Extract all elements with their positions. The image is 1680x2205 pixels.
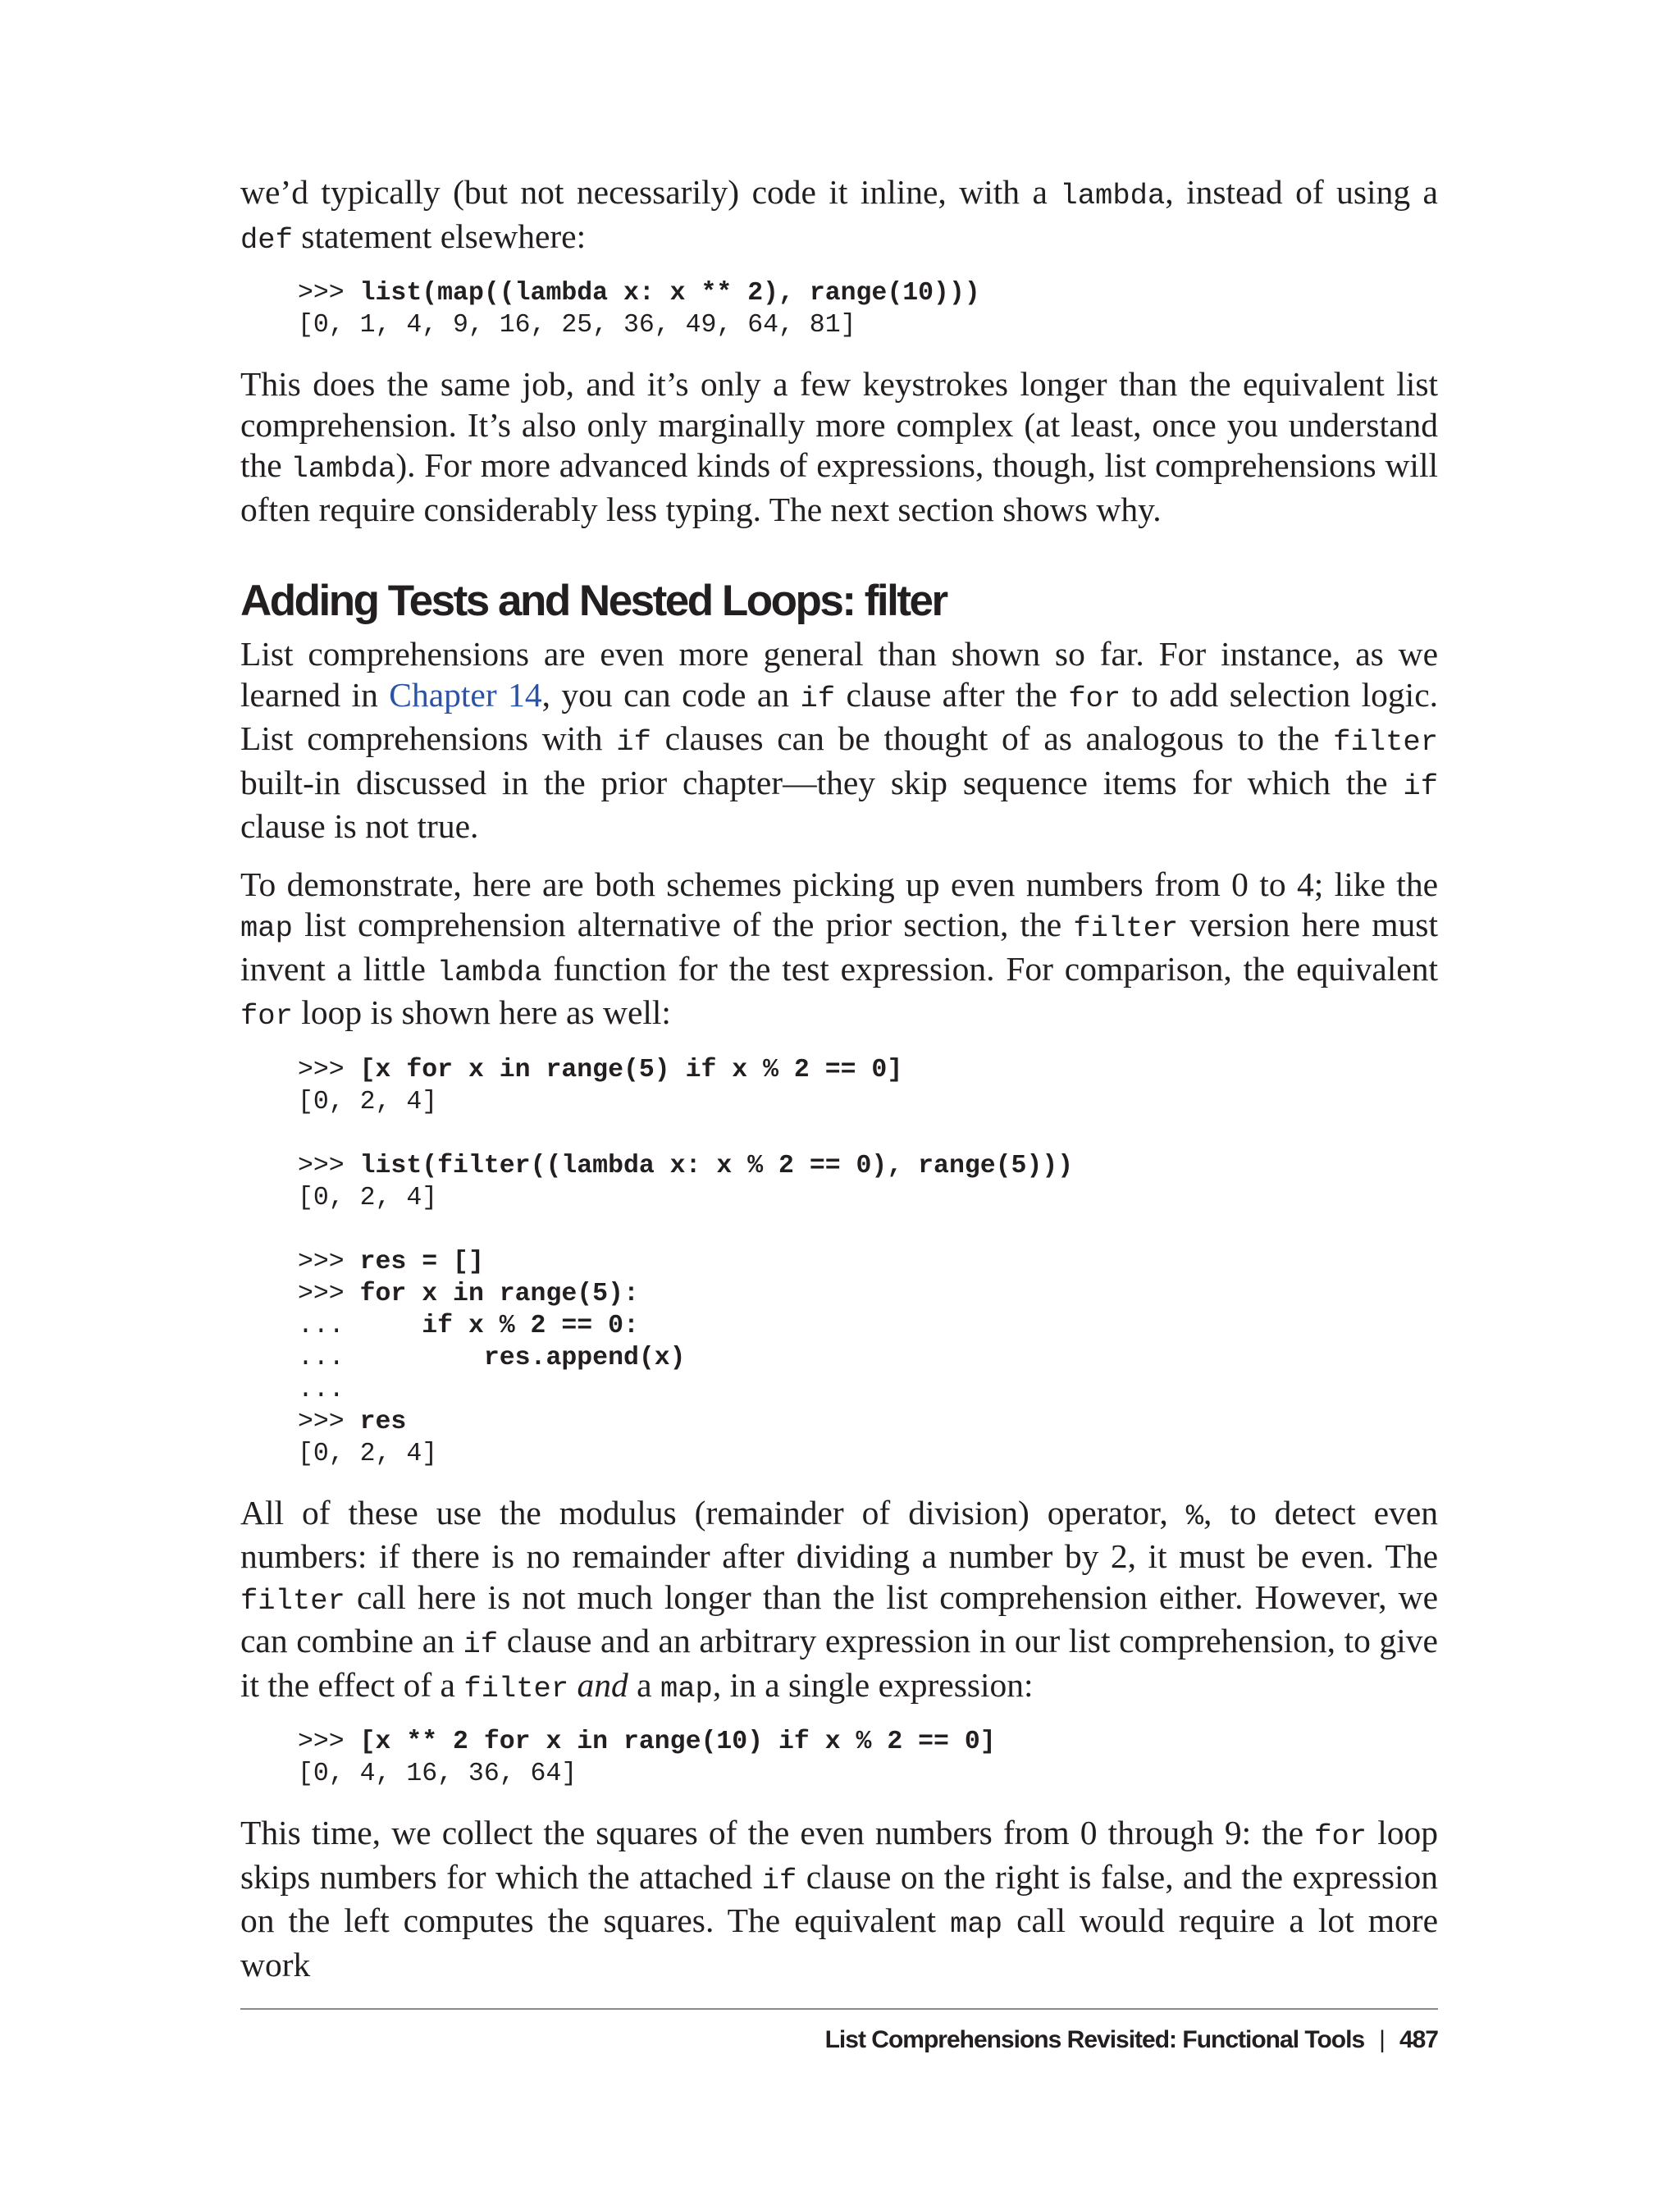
- code-prompt: >>>: [298, 1407, 360, 1436]
- code-input: list(map((lambda x: x ** 2), range(10))): [359, 279, 980, 308]
- inline-code: filter: [1333, 725, 1438, 759]
- inline-code: lambda: [1060, 179, 1166, 212]
- code-prompt: >>>: [298, 279, 360, 308]
- emphasis: and: [577, 1665, 628, 1704]
- code-line: [298, 1758, 1438, 1790]
- inline-code: lambda: [290, 452, 396, 486]
- code-line: [298, 1406, 1438, 1438]
- inline-code: if: [1403, 769, 1438, 803]
- inline-code: if: [800, 681, 836, 715]
- inline-code: map: [660, 1671, 713, 1705]
- paragraph-3: List comprehensions are even more general than shown so far. For instance, as we learned in Chapter 14, you can code an if clause after the for to add selection logic. List comprehensions with if clauses can be thought of as analogous to the filter built-in discussed in the prior chapter—they skip sequence items for which the if clause is not true.: [240, 635, 1438, 845]
- inline-code: filter: [1073, 911, 1179, 945]
- page-footer: [240, 2008, 1438, 2054]
- code-prompt: >>>: [298, 1055, 360, 1084]
- code-prompt: >>>: [298, 1247, 360, 1276]
- code-output: [0, 4, 16, 36, 64]: [298, 1760, 578, 1788]
- code-line: [298, 1054, 1438, 1086]
- paragraph-5: All of these use the modulus (remainder of division) operator, %, to detect even numbers: if there is no remainder after dividing a number by 2, it must be even. The filter call here is not much longer than the list comprehension either. However, we can combine an if clause and an arbitrary expression in our list comprehension, to give it the effect of a filter and a map, in a single expression:: [240, 1493, 1438, 1705]
- inline-code: if: [761, 1863, 797, 1897]
- inline-code: filter: [463, 1671, 569, 1705]
- paragraph-6: This time, we collect the squares of the even numbers from 0 through 9: the for loop skips numbers for which the attached if clause on the right is false, and the expression on the left computes the squares. The equivalent map call would require a lot more work: [240, 1814, 1439, 1984]
- inline-code: map: [950, 1907, 1003, 1941]
- inline-code: %: [1185, 1499, 1204, 1533]
- code-output: [0, 2, 4]: [298, 1183, 438, 1212]
- code-input: res.append(x): [483, 1343, 686, 1372]
- code-line: [298, 1118, 1438, 1150]
- code-input: res: [359, 1407, 407, 1436]
- code-line: [298, 309, 1438, 341]
- code-output: [0, 2, 4]: [298, 1439, 438, 1468]
- page-number: 487: [1399, 2026, 1438, 2053]
- inline-code: for: [1314, 1819, 1367, 1853]
- code-block-3: [298, 1726, 1438, 1790]
- inline-code: if: [463, 1628, 499, 1661]
- code-block-2: [298, 1054, 1438, 1470]
- code-prompt: >>>: [298, 1279, 360, 1308]
- code-prompt: >>>: [298, 1151, 360, 1180]
- code-input: [x ** 2 for x in range(10) if x % 2 == 0]: [359, 1728, 996, 1756]
- inline-code: def: [240, 222, 293, 257]
- inline-code: map: [240, 911, 293, 945]
- inline-code: if: [616, 725, 651, 759]
- code-input: for x in range(5):: [359, 1279, 639, 1308]
- code-line: [298, 1214, 1438, 1246]
- code-input: res = []: [359, 1247, 484, 1276]
- code-line: [298, 1310, 1438, 1342]
- code-input: if x % 2 == 0:: [422, 1311, 639, 1340]
- paragraph-2: This does the same job, and it’s only a few keystrokes longer than the equivalent list comprehension. It’s also only marginally more complex (at least, once you understand the lambda). For more advanced kinds of expressions, though, list comprehensions will often require considerably less typing. The next section shows why.: [240, 365, 1439, 528]
- code-prompt: ...: [298, 1311, 422, 1340]
- chapter-14-link[interactable]: Chapter 14: [389, 675, 542, 714]
- code-line: [298, 1150, 1438, 1182]
- running-footer-title: List Comprehensions Revisited: Functional Tools: [824, 2026, 1365, 2053]
- code-input: [x for x in range(5) if x % 2 == 0]: [359, 1055, 903, 1084]
- code-line: [298, 1438, 1438, 1470]
- code-line: [298, 1086, 1438, 1118]
- paragraph-1: we’d typically (but not necessarily) code it inline, with a lambda, instead of using a def statement elsewhere:: [240, 173, 1438, 257]
- code-line: [298, 1374, 1438, 1406]
- code-line: [298, 1246, 1438, 1278]
- code-block-1: [298, 277, 1438, 341]
- code-prompt: ...: [298, 1375, 345, 1404]
- inline-code: for: [1068, 681, 1121, 715]
- code-line: [298, 1342, 1438, 1374]
- inline-code: for: [240, 999, 293, 1033]
- code-output: [0, 2, 4]: [298, 1087, 438, 1116]
- code-line: [298, 1278, 1438, 1310]
- code-line: [298, 1726, 1438, 1758]
- inline-code: lambda: [436, 955, 542, 989]
- code-line: [298, 277, 1438, 309]
- code-prompt: ...: [298, 1343, 484, 1372]
- inline-code: filter: [240, 1583, 345, 1618]
- section-heading: Adding Tests and Nested Loops: filter: [240, 577, 947, 625]
- code-output: [0, 1, 4, 9, 16, 25, 36, 49, 64, 81]: [298, 311, 856, 340]
- footer-separator: |: [1379, 2026, 1385, 2053]
- code-line: [298, 1182, 1438, 1214]
- code-prompt: >>>: [298, 1728, 360, 1756]
- page-body: [240, 172, 1438, 2002]
- paragraph-4: To demonstrate, here are both schemes picking up even numbers from 0 to 4; like the map list comprehension alternative of the prior section, the filter version here must invent a little lambda function for the test expression. For comparison, the equivalent for loop is shown here as well:: [240, 865, 1438, 1033]
- code-input: list(filter((lambda x: x % 2 == 0), range(5))): [359, 1151, 1074, 1180]
